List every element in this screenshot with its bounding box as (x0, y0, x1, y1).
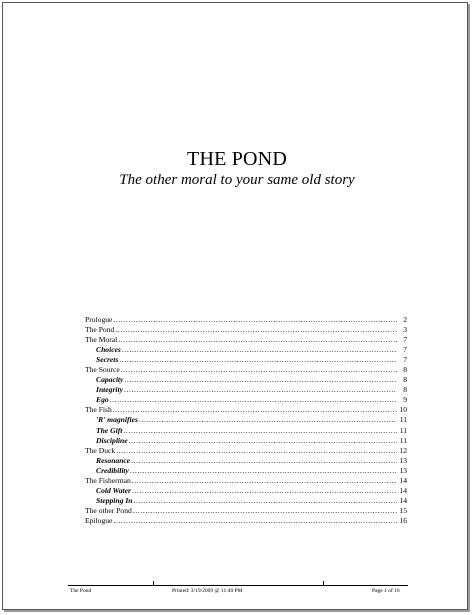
footer-print-timestamp: Printed: 3/19/2009 @ 11:40 PM (172, 588, 243, 594)
toc-dot-leader (113, 405, 397, 415)
toc-entry-choices[interactable] (85, 345, 407, 355)
toc-entry-label: Resonance (96, 455, 131, 465)
toc-entry-page: 14 (399, 495, 407, 505)
footer-tab-stop-marker (153, 581, 154, 585)
toc-entry-the-fish[interactable] (85, 405, 407, 415)
toc-entry-page: 12 (399, 445, 407, 455)
toc-entry-epilogue[interactable] (85, 516, 407, 526)
toc-entry-page: 2 (403, 315, 407, 324)
toc-entry-prologue[interactable] (85, 315, 407, 325)
toc-dot-leader (123, 426, 397, 436)
toc-entry-discipline[interactable] (85, 436, 407, 446)
toc-entry-label: The Fish (85, 405, 112, 415)
toc-entry-label: The Pond (85, 325, 115, 335)
toc-entry-page: 7 (403, 335, 407, 345)
toc-entry-secrets[interactable] (85, 355, 407, 365)
footer-page-number: Page 1 of 16 (372, 588, 400, 594)
toc-entry-page: 11 (399, 425, 407, 435)
toc-entry-page: 7 (403, 355, 407, 365)
toc-entry-page: 8 (403, 365, 407, 375)
toc-entry-cold-water[interactable] (85, 486, 407, 496)
toc-entry-page: 8 (403, 375, 407, 385)
toc-entry-credibility[interactable] (85, 466, 407, 476)
toc-entry-label: Discipline (96, 435, 128, 445)
toc-entry-label: Stepping In (96, 495, 133, 505)
toc-entry-page: 8 (403, 385, 407, 395)
toc-entry-integrity[interactable] (85, 385, 407, 395)
toc-dot-leader (132, 486, 397, 496)
toc-entry-label: Epilogue (85, 515, 113, 525)
toc-entry-page: 14 (399, 485, 407, 495)
toc-entry-page: 9 (403, 395, 407, 405)
toc-entry-label: Secrets (96, 355, 119, 365)
toc-entry-the-pond[interactable] (85, 325, 407, 335)
toc-entry-r-magnifies[interactable] (85, 415, 407, 425)
toc-dot-leader (139, 415, 397, 425)
toc-entry-label: The Duck (85, 445, 116, 455)
toc-entry-page: 13 (399, 455, 407, 465)
toc-entry-page: 3 (403, 325, 407, 335)
document-title: THE POND (187, 148, 287, 170)
toc-entry-page: 7 (403, 345, 407, 355)
toc-dot-leader (124, 375, 397, 385)
toc-entry-label: Choices (96, 345, 121, 355)
toc-dot-leader (133, 506, 397, 516)
toc-entry-page: 13 (399, 465, 407, 475)
toc-dot-leader (115, 325, 397, 335)
footer-document-name: The Pond (70, 588, 92, 594)
toc-entry-page: 10 (399, 405, 407, 415)
toc-entry-page: 16 (399, 515, 407, 525)
toc-dot-leader (134, 496, 397, 506)
toc-dot-leader (122, 345, 397, 355)
toc-dot-leader (132, 476, 397, 486)
document-subtitle: The other moral to your same old story (119, 172, 355, 188)
toc-entry-resonance[interactable] (85, 456, 407, 466)
toc-dot-leader (129, 436, 397, 446)
toc-dot-leader (113, 516, 397, 526)
toc-entry-the-fisherman[interactable] (85, 476, 407, 486)
toc-entry-the-gift[interactable] (85, 426, 407, 436)
toc-dot-leader (131, 456, 397, 466)
table-of-contents (85, 315, 407, 526)
toc-entry-the-duck[interactable] (85, 446, 407, 456)
toc-entry-label: The Source (85, 365, 120, 375)
toc-entry-label: Integrity (96, 385, 124, 395)
toc-dot-leader (130, 466, 397, 476)
toc-entry-capacity[interactable] (85, 375, 407, 385)
toc-dot-leader (121, 365, 397, 375)
toc-dot-leader (118, 335, 397, 345)
footer-tab-stop-marker (323, 581, 324, 585)
toc-entry-label: Cold Water (96, 485, 131, 495)
toc-entry-label: Prologue (85, 315, 113, 324)
toc-dot-leader (124, 385, 397, 395)
toc-entry-page: 11 (399, 415, 407, 425)
toc-entry-label: The other Pond (85, 505, 132, 515)
toc-entry-the-source[interactable] (85, 365, 407, 375)
toc-entry-label: The Moral (85, 335, 118, 345)
toc-entry-label: 'R' magnifies (96, 415, 138, 425)
toc-dot-leader (119, 355, 397, 365)
toc-entry-page: 14 (399, 475, 407, 485)
toc-entry-label: The Fisherman (85, 475, 131, 485)
toc-entry-label: The Gift (96, 425, 123, 435)
toc-entry-page: 11 (399, 435, 407, 445)
toc-entry-label: Credibility (96, 465, 129, 475)
toc-entry-label: Capacity (96, 375, 124, 385)
toc-dot-leader (116, 446, 397, 456)
toc-dot-leader (113, 315, 397, 325)
footer-rule (68, 585, 408, 586)
toc-entry-the-other-pond[interactable] (85, 506, 407, 516)
toc-entry-the-moral[interactable] (85, 335, 407, 345)
toc-entry-page: 15 (399, 505, 407, 515)
toc-dot-leader (110, 395, 397, 405)
toc-entry-label: Ego (96, 395, 109, 405)
toc-entry-stepping-in[interactable] (85, 496, 407, 506)
toc-entry-ego[interactable] (85, 395, 407, 405)
